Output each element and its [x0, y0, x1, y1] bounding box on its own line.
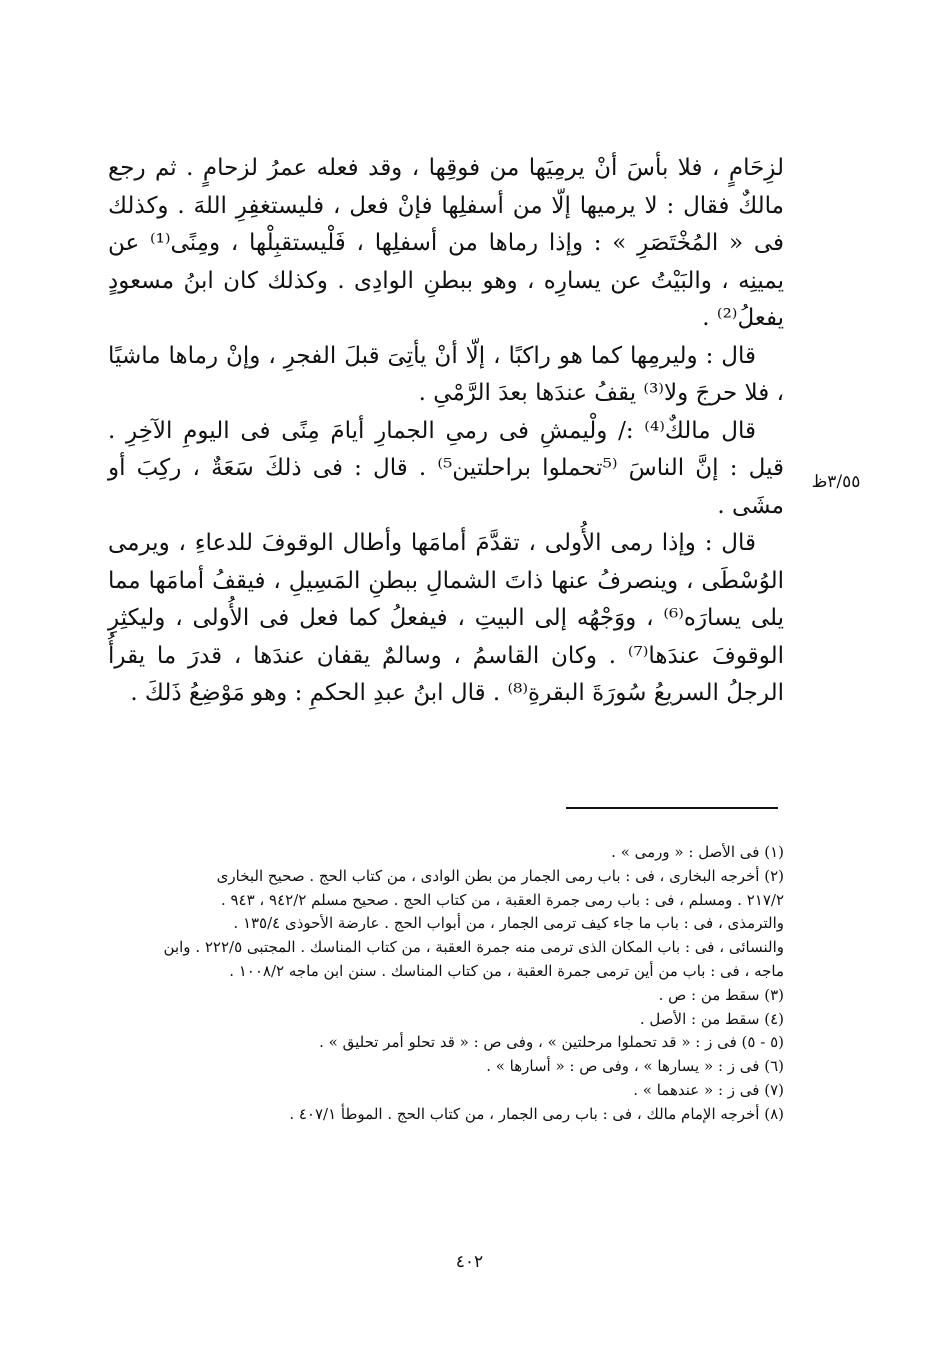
footnote-line: ماجه ، فى : باب من أين ترمى جمرة العقبة ، من كتاب المناسك . سنن ابن ماجه ١٠٠٨/٢ . — [229, 961, 784, 980]
footnote-line: (٨) أخرجه الإمام مالك ، فى : باب رمى الجمار ، من كتاب الحج . الموطأ ٤٠٧/١ . — [289, 1104, 784, 1123]
paragraph-1: لزِحَامٍ ، فلا بأسَ أنْ يرمِيَها من فوقِها ، وقد فعله عمرُ لزحامٍ . ثم رجع مالكٌ فقال : لا يرميها إلّا من أسفلِها فإنْ فعل ، فليستغفِرِ اللهَ . وكذلك فى « المُخْتَصَرِ » : وإذا رماها من أسفلِها ، فَلْيستقبِلْها ، ومِنًى⁽¹⁾ عن يمينِه ، والبَيْتُ عن يسارِه ، وهو ببطنِ الوادِى . وكذلك كان ابنُ مسعودٍ يفعلُ⁽²⁾ . — [108, 155, 784, 331]
footnote-separator — [566, 807, 778, 809]
footnote-line: (٦) فى ز : « يسارها » ، وفى ص : « أسارها » . — [486, 1057, 784, 1076]
manuscript-folio-marker: ٣/٥٥ظ — [811, 472, 861, 492]
footnote-line: (١) فى الأصل : « ورمى » . — [611, 843, 784, 861]
paragraph-4: قال : وإذا رمى الأُولى ، تقدَّمَ أمامَها وأطال الوقوفَ للدعاءِ ، ويرمى الوُسْطَى ، وينصرفُ عنها ذاتَ الشمالِ ببطنِ المَسِيلِ ، فيقفُ أمامَها مما يلى يسارَه⁽⁶⁾ ، ووَجْهُه إلى البيتِ ، فيفعلُ كما فعل فى الأُولى ، وليكثِرِ الوقوفَ عندَها⁽⁷⁾ . وكان القاسمُ ، وسالمٌ يقفان عندَها ، قدرَ ما يقرأُ الرجلُ السريعُ سُورَةَ البقرةِ⁽⁸⁾ . قال ابنُ عبدِ الحكمِ : وهو مَوْضِعُ ذَلكَ . — [108, 530, 785, 706]
footnote-line: (٤) سقط من : الأصل . — [639, 1009, 784, 1028]
footnotes — [108, 841, 784, 1127]
footnote-line: ٢١٧/٢ . ومسلم ، فى : باب رمى جمرة العقبة ، من كتاب الحج . صحيح مسلم ٩٤٢/٢ ، ٩٤٣ . — [220, 890, 784, 909]
footnote-line: (٢) أخرجه البخارى ، فى : باب رمى الجمار من بطن الوادى ، من كتاب الحج . صحيح البخارى — [216, 866, 784, 885]
footnote-line: والترمذى ، فى : باب ما جاء كيف ترمى الجمار ، من أبواب الحج . عارضة الأحوذى ١٣٥/٤ . — [233, 914, 784, 933]
footnote-line: (٣) سقط من : ص . — [658, 985, 784, 1004]
page-number: ٤٠٢ — [455, 1252, 484, 1272]
paragraph-3: قال مالكٌ⁽⁴⁾ :/ ولْيمشِ فى رمىِ الجمارِ أيامَ مِنًى فى اليومِ الآخِرِ . قيل : إنَّ الناسَ ⁽⁵تحملوا براحلتين⁵⁾ . قال : فى ذلكَ سَعَةٌ ، ركِبَ أو مشَى . — [108, 417, 784, 519]
footnote-line: والنسائى ، فى : باب المكان الذى ترمى منه جمرة العقبة ، من كتاب المناسك . المجتبى ٢٢٢/٥ . وابن — [163, 938, 784, 957]
footnote-line: (٧) فى ز : « عندهما » . — [633, 1080, 784, 1099]
main-text — [108, 150, 784, 713]
footnote-line: (٥ - ٥) فى ز : « قد تحملوا مرحلتين » ، وفى ص : « قد تحلو أمر تحليق » . — [319, 1033, 784, 1052]
paragraph-2: قال : وليرمِها كما هو راكبًا ، إلّا أنْ يأتِىَ قبلَ الفجرِ ، وإنْ رماها ماشيًا ، فلا حرجَ ولا⁽³⁾ يقفُ عندَها بعدَ الرَّمْىِ . — [108, 342, 784, 406]
